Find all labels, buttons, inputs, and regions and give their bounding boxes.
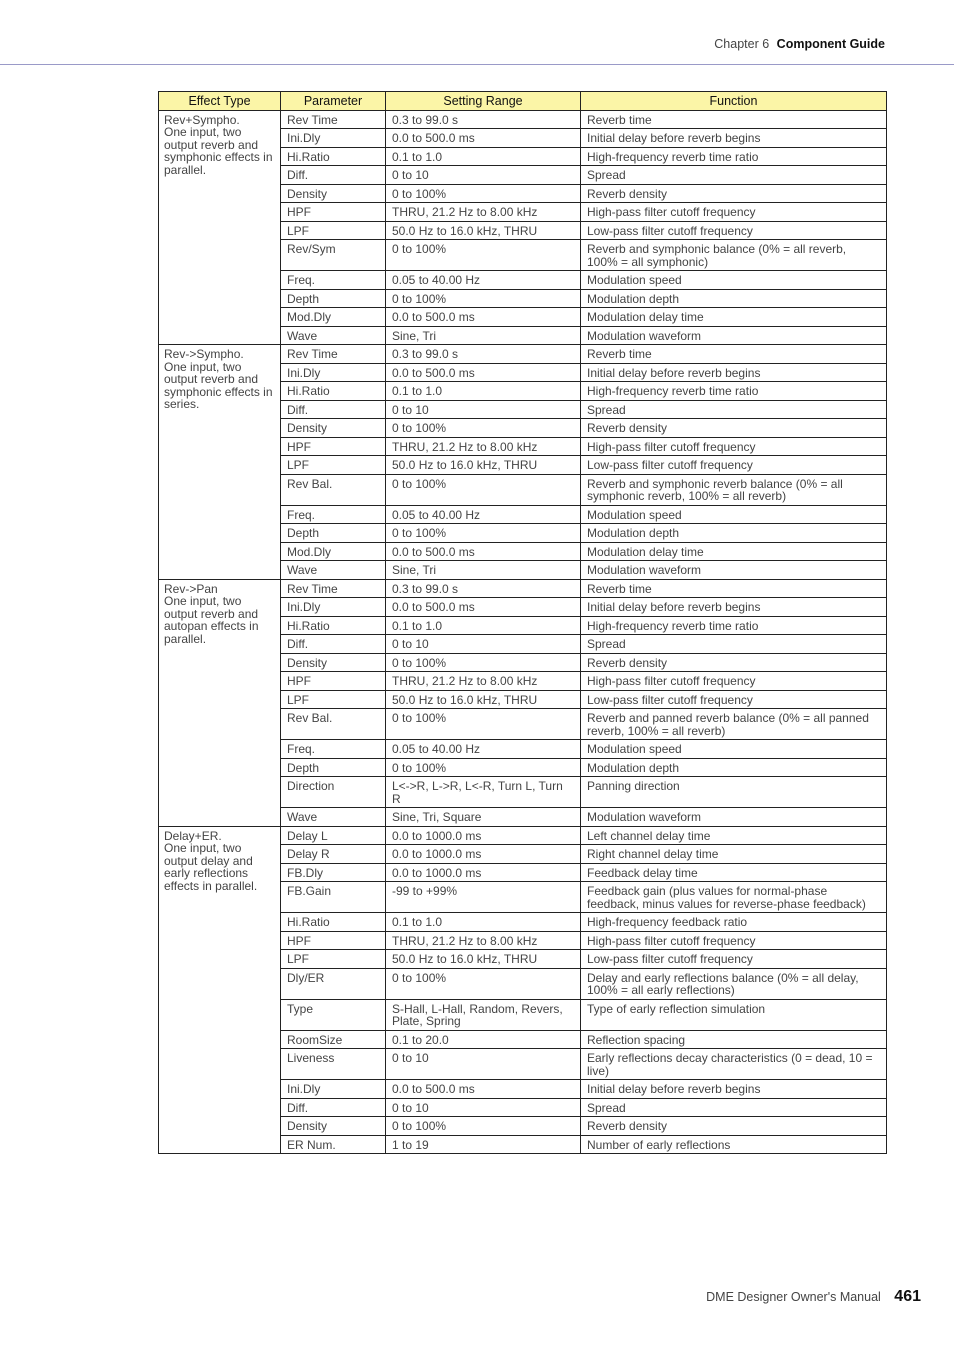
function-cell: High-frequency reverb time ratio xyxy=(581,147,887,166)
function-cell: Initial delay before reverb begins xyxy=(581,129,887,148)
effect-type-name: Rev->Pan xyxy=(164,581,218,596)
setting-range-cell: 50.0 Hz to 16.0 kHz, THRU xyxy=(386,221,581,240)
parameter-cell: RoomSize xyxy=(281,1030,386,1049)
setting-range-cell: 0.1 to 1.0 xyxy=(386,382,581,401)
setting-range-cell: 0.3 to 99.0 s xyxy=(386,110,581,129)
setting-range-cell: THRU, 21.2 Hz to 8.00 kHz xyxy=(386,931,581,950)
column-header-effect-type: Effect Type xyxy=(159,92,281,111)
setting-range-cell: 0 to 100% xyxy=(386,289,581,308)
function-cell: High-pass filter cutoff frequency xyxy=(581,437,887,456)
parameter-cell: Ini.Dly xyxy=(281,1080,386,1099)
function-cell: Spread xyxy=(581,635,887,654)
parameter-cell: Rev Time xyxy=(281,110,386,129)
parameter-cell: Density xyxy=(281,184,386,203)
setting-range-cell: 0.0 to 1000.0 ms xyxy=(386,863,581,882)
parameter-cell: Dly/ER xyxy=(281,968,386,999)
parameter-cell: LPF xyxy=(281,456,386,475)
function-cell: Modulation speed xyxy=(581,271,887,290)
function-cell: Modulation delay time xyxy=(581,542,887,561)
parameter-cell: Depth xyxy=(281,289,386,308)
parameter-cell: Mod.Dly xyxy=(281,308,386,327)
page-footer xyxy=(706,1288,921,1306)
function-cell: Reverb density xyxy=(581,419,887,438)
parameter-cell: Ini.Dly xyxy=(281,129,386,148)
parameter-cell: Depth xyxy=(281,524,386,543)
function-cell: Feedback gain (plus values for normal-phase feedback, minus values for reverse-phase feedback) xyxy=(581,882,887,913)
function-cell: Modulation waveform xyxy=(581,808,887,827)
setting-range-cell: 0.3 to 99.0 s xyxy=(386,345,581,364)
setting-range-cell: 0.0 to 1000.0 ms xyxy=(386,845,581,864)
table-row xyxy=(159,579,887,598)
function-cell: High-frequency reverb time ratio xyxy=(581,382,887,401)
parameter-cell: Wave xyxy=(281,326,386,345)
parameter-cell: Wave xyxy=(281,808,386,827)
function-cell: Modulation waveform xyxy=(581,326,887,345)
setting-range-cell: 50.0 Hz to 16.0 kHz, THRU xyxy=(386,690,581,709)
setting-range-cell: 0 to 10 xyxy=(386,166,581,185)
setting-range-cell: Sine, Tri xyxy=(386,561,581,580)
effect-type-description: One input, two output reverb and symphonic effects in series. xyxy=(164,359,273,411)
setting-range-cell: 0.3 to 99.0 s xyxy=(386,579,581,598)
parameter-cell: Liveness xyxy=(281,1049,386,1080)
setting-range-cell: 1 to 19 xyxy=(386,1135,581,1154)
parameter-cell: Freq. xyxy=(281,740,386,759)
parameter-cell: Freq. xyxy=(281,505,386,524)
setting-range-cell: 0.0 to 500.0 ms xyxy=(386,129,581,148)
setting-range-cell: 0 to 100% xyxy=(386,474,581,505)
function-cell: High-pass filter cutoff frequency xyxy=(581,672,887,691)
effect-parameters-table xyxy=(158,91,887,1154)
parameter-cell: Diff. xyxy=(281,400,386,419)
effect-type-cell xyxy=(159,345,281,580)
setting-range-cell: 0.05 to 40.00 Hz xyxy=(386,740,581,759)
parameter-cell: FB.Dly xyxy=(281,863,386,882)
parameter-cell: Type xyxy=(281,999,386,1030)
setting-range-cell: 0.0 to 500.0 ms xyxy=(386,598,581,617)
function-cell: Reflection spacing xyxy=(581,1030,887,1049)
parameter-cell: Delay R xyxy=(281,845,386,864)
function-cell: High-pass filter cutoff frequency xyxy=(581,931,887,950)
setting-range-cell: 0 to 100% xyxy=(386,524,581,543)
function-cell: Reverb density xyxy=(581,184,887,203)
function-cell: Modulation waveform xyxy=(581,561,887,580)
effect-type-cell xyxy=(159,826,281,1154)
parameter-cell: Hi.Ratio xyxy=(281,147,386,166)
parameter-cell: HPF xyxy=(281,203,386,222)
parameter-cell: Ini.Dly xyxy=(281,363,386,382)
parameter-cell: Diff. xyxy=(281,1098,386,1117)
setting-range-cell: 0.0 to 500.0 ms xyxy=(386,363,581,382)
parameter-cell: Density xyxy=(281,419,386,438)
function-cell: Initial delay before reverb begins xyxy=(581,598,887,617)
function-cell: Modulation depth xyxy=(581,289,887,308)
function-cell: Low-pass filter cutoff frequency xyxy=(581,690,887,709)
setting-range-cell: Sine, Tri, Square xyxy=(386,808,581,827)
parameter-cell: Diff. xyxy=(281,166,386,185)
effect-type-name: Rev+Sympho. xyxy=(164,112,240,127)
effect-type-cell xyxy=(159,579,281,826)
table-row xyxy=(159,110,887,129)
setting-range-cell: 0.05 to 40.00 Hz xyxy=(386,505,581,524)
setting-range-cell: 0 to 100% xyxy=(386,653,581,672)
setting-range-cell: THRU, 21.2 Hz to 8.00 kHz xyxy=(386,203,581,222)
function-cell: Spread xyxy=(581,1098,887,1117)
function-cell: Modulation speed xyxy=(581,740,887,759)
parameter-cell: Rev/Sym xyxy=(281,240,386,271)
page-number: 461 xyxy=(894,1288,921,1305)
table-row xyxy=(159,826,887,845)
chapter-heading xyxy=(714,37,885,51)
setting-range-cell: 0 to 100% xyxy=(386,758,581,777)
parameter-cell: Rev Bal. xyxy=(281,709,386,740)
setting-range-cell: 0 to 10 xyxy=(386,400,581,419)
function-cell: Modulation speed xyxy=(581,505,887,524)
function-cell: Spread xyxy=(581,166,887,185)
table-row xyxy=(159,345,887,364)
column-header-parameter: Parameter xyxy=(281,92,386,111)
parameter-cell: Rev Time xyxy=(281,579,386,598)
effect-type-description: One input, two output reverb and symphonic effects in parallel. xyxy=(164,125,273,177)
function-cell: High-frequency reverb time ratio xyxy=(581,616,887,635)
function-cell: Panning direction xyxy=(581,777,887,808)
parameter-cell: Depth xyxy=(281,758,386,777)
parameter-cell: Freq. xyxy=(281,271,386,290)
setting-range-cell: 0.1 to 20.0 xyxy=(386,1030,581,1049)
function-cell: Reverb and panned reverb balance (0% = all panned reverb, 100% = all reverb) xyxy=(581,709,887,740)
parameter-cell: Direction xyxy=(281,777,386,808)
setting-range-cell: 0.1 to 1.0 xyxy=(386,616,581,635)
parameter-cell: ER Num. xyxy=(281,1135,386,1154)
setting-range-cell: 0 to 100% xyxy=(386,709,581,740)
function-cell: Low-pass filter cutoff frequency xyxy=(581,456,887,475)
parameter-cell: Delay L xyxy=(281,826,386,845)
parameter-cell: Hi.Ratio xyxy=(281,913,386,932)
setting-range-cell: 0.0 to 500.0 ms xyxy=(386,542,581,561)
setting-range-cell: 0 to 100% xyxy=(386,968,581,999)
section-title: Component Guide xyxy=(776,37,885,51)
setting-range-cell: 0 to 100% xyxy=(386,240,581,271)
parameter-cell: FB.Gain xyxy=(281,882,386,913)
effect-type-cell xyxy=(159,110,281,345)
function-cell: Reverb and symphonic reverb balance (0% = all symphonic reverb, 100% = all reverb) xyxy=(581,474,887,505)
effect-type-description: One input, two output reverb and autopan effects in parallel. xyxy=(164,594,259,646)
parameter-cell: Diff. xyxy=(281,635,386,654)
function-cell: Initial delay before reverb begins xyxy=(581,363,887,382)
setting-range-cell: 0 to 100% xyxy=(386,419,581,438)
setting-range-cell: 0 to 100% xyxy=(386,184,581,203)
parameter-cell: LPF xyxy=(281,221,386,240)
setting-range-cell: 0.0 to 500.0 ms xyxy=(386,308,581,327)
function-cell: Delay and early reflections balance (0% = all delay, 100% = all early reflections) xyxy=(581,968,887,999)
effect-type-name: Delay+ER. xyxy=(164,828,222,843)
parameter-cell: Rev Bal. xyxy=(281,474,386,505)
column-header-function: Function xyxy=(581,92,887,111)
setting-range-cell: L<->R, L->R, L<-R, Turn L, Turn R xyxy=(386,777,581,808)
function-cell: Right channel delay time xyxy=(581,845,887,864)
function-cell: Reverb density xyxy=(581,1117,887,1136)
parameter-cell: HPF xyxy=(281,672,386,691)
setting-range-cell: 0 to 100% xyxy=(386,1117,581,1136)
parameter-cell: Hi.Ratio xyxy=(281,382,386,401)
setting-range-cell: 0 to 10 xyxy=(386,1049,581,1080)
function-cell: Type of early reflection simulation xyxy=(581,999,887,1030)
setting-range-cell: 0.1 to 1.0 xyxy=(386,913,581,932)
effect-type-name: Rev->Sympho. xyxy=(164,347,244,361)
column-header-setting-range: Setting Range xyxy=(386,92,581,111)
function-cell: Modulation depth xyxy=(581,758,887,777)
parameter-cell: LPF xyxy=(281,950,386,969)
parameter-cell: Density xyxy=(281,1117,386,1136)
function-cell: Spread xyxy=(581,400,887,419)
setting-range-cell: 0.0 to 500.0 ms xyxy=(386,1080,581,1099)
function-cell: Reverb and symphonic balance (0% = all reverb, 100% = all symphonic) xyxy=(581,240,887,271)
parameter-cell: Hi.Ratio xyxy=(281,616,386,635)
function-cell: High-pass filter cutoff frequency xyxy=(581,203,887,222)
parameter-cell: Density xyxy=(281,653,386,672)
parameter-cell: Ini.Dly xyxy=(281,598,386,617)
setting-range-cell: 50.0 Hz to 16.0 kHz, THRU xyxy=(386,456,581,475)
function-cell: Reverb time xyxy=(581,345,887,364)
setting-range-cell: S-Hall, L-Hall, Random, Revers, Plate, Spring xyxy=(386,999,581,1030)
function-cell: Modulation depth xyxy=(581,524,887,543)
parameter-cell: Mod.Dly xyxy=(281,542,386,561)
setting-range-cell: 0.0 to 1000.0 ms xyxy=(386,826,581,845)
parameter-cell: HPF xyxy=(281,931,386,950)
function-cell: Left channel delay time xyxy=(581,826,887,845)
table-body xyxy=(159,110,887,1154)
setting-range-cell: Sine, Tri xyxy=(386,326,581,345)
setting-range-cell: 0 to 10 xyxy=(386,1098,581,1117)
setting-range-cell: 0.1 to 1.0 xyxy=(386,147,581,166)
chapter-label: Chapter 6 xyxy=(714,37,770,51)
setting-range-cell: THRU, 21.2 Hz to 8.00 kHz xyxy=(386,672,581,691)
function-cell: High-frequency feedback ratio xyxy=(581,913,887,932)
parameter-cell: Wave xyxy=(281,561,386,580)
function-cell: Early reflections decay characteristics (0 = dead, 10 = live) xyxy=(581,1049,887,1080)
manual-title: DME Designer Owner's Manual xyxy=(706,1290,881,1304)
parameter-cell: HPF xyxy=(281,437,386,456)
table-header-row xyxy=(159,92,887,111)
effect-type-description: One input, two output delay and early reflections effects in parallel. xyxy=(164,841,258,893)
setting-range-cell: -99 to +99% xyxy=(386,882,581,913)
function-cell: Number of early reflections xyxy=(581,1135,887,1154)
function-cell: Reverb density xyxy=(581,653,887,672)
setting-range-cell: 0.05 to 40.00 Hz xyxy=(386,271,581,290)
parameter-cell: Rev Time xyxy=(281,345,386,364)
function-cell: Low-pass filter cutoff frequency xyxy=(581,221,887,240)
function-cell: Feedback delay time xyxy=(581,863,887,882)
function-cell: Low-pass filter cutoff frequency xyxy=(581,950,887,969)
function-cell: Reverb time xyxy=(581,110,887,129)
setting-range-cell: 50.0 Hz to 16.0 kHz, THRU xyxy=(386,950,581,969)
function-cell: Reverb time xyxy=(581,579,887,598)
function-cell: Initial delay before reverb begins xyxy=(581,1080,887,1099)
function-cell: Modulation delay time xyxy=(581,308,887,327)
setting-range-cell: THRU, 21.2 Hz to 8.00 kHz xyxy=(386,437,581,456)
page-header xyxy=(0,0,954,65)
setting-range-cell: 0 to 10 xyxy=(386,635,581,654)
parameter-cell: LPF xyxy=(281,690,386,709)
